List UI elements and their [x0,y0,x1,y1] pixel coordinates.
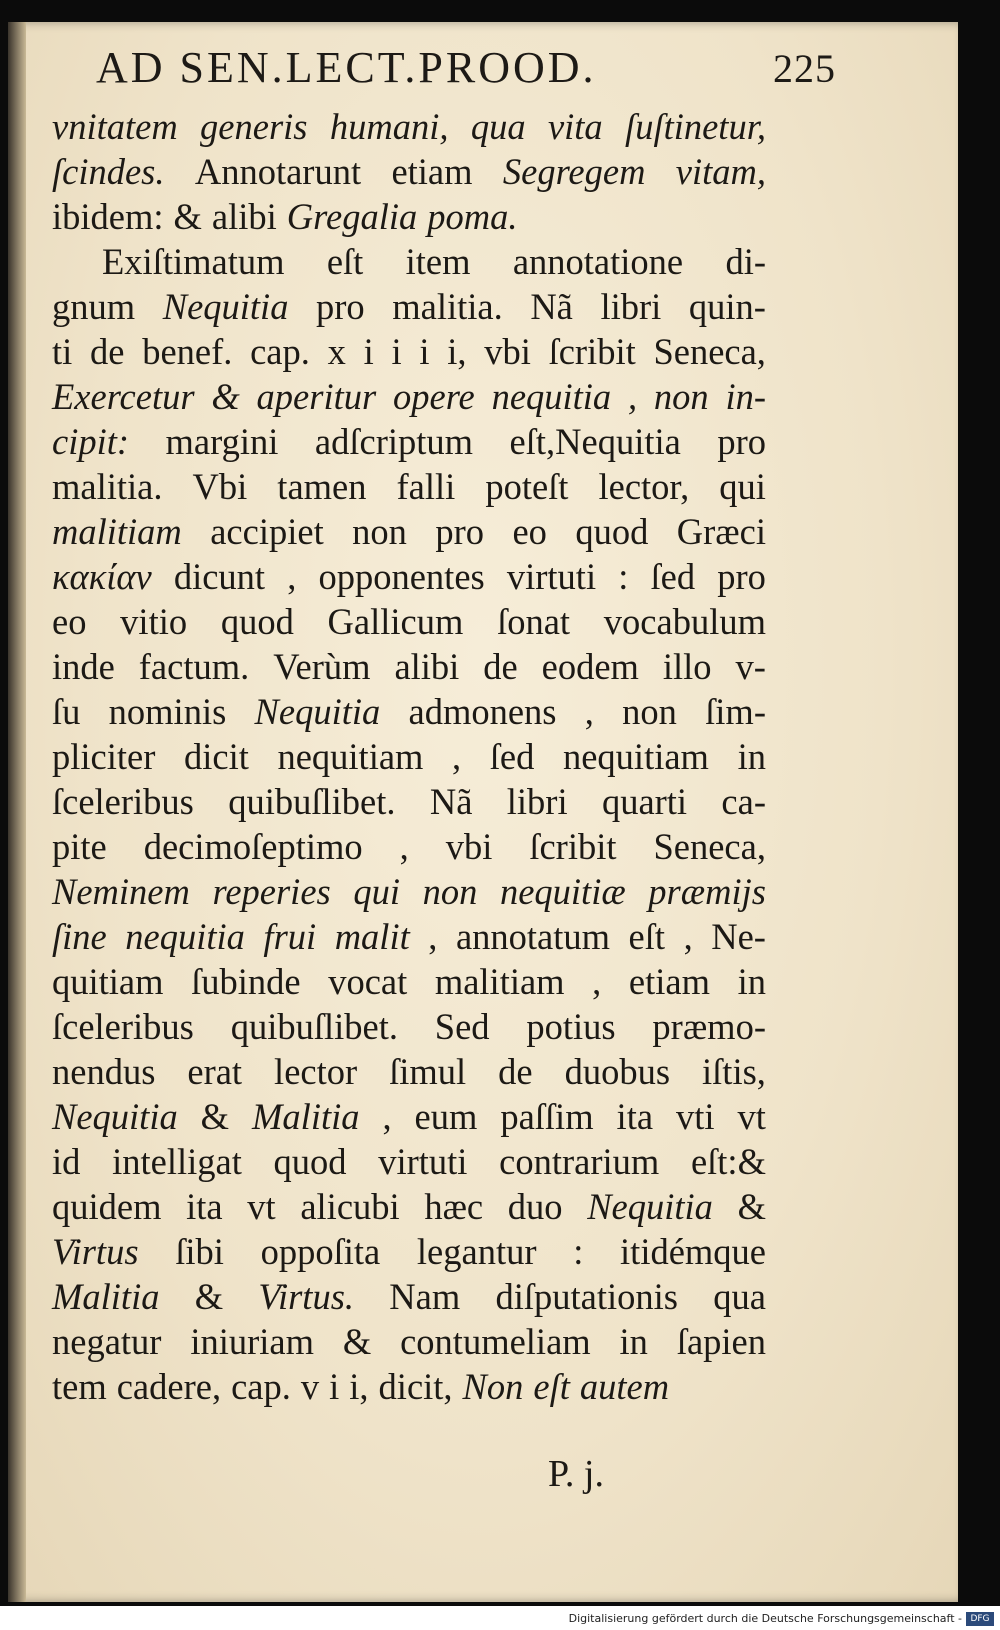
word: poma. [427,196,518,237]
word: contrarium [499,1141,660,1182]
word: non [422,871,478,912]
text-line [52,554,766,599]
word: Exercetur [52,376,195,417]
dfg-logo: DFG [966,1612,994,1626]
word: generis [200,106,308,147]
word: quitiam [52,961,164,1002]
text-line [52,1004,766,1049]
word: Nã [530,286,573,327]
text-line [52,284,766,329]
word: ſceleribus [52,781,194,822]
word: eum [414,1096,478,1137]
word: lector [274,1051,358,1092]
word: ſim- [705,691,766,732]
text-line [52,149,766,194]
word: , [627,376,638,417]
word: pro [717,556,766,597]
text-line [52,194,766,239]
word: Neminem [52,871,190,912]
word: hæc [424,1186,484,1227]
word: vitam, [675,151,766,192]
word: quod [273,1141,347,1182]
word: de [90,331,125,372]
word: Vbi [192,466,248,507]
word: vocabulum [603,601,766,642]
word: quod [575,511,649,552]
text-line [52,464,766,509]
word: frui [263,916,317,957]
text-line [52,689,766,734]
word: malitia. [52,466,163,507]
body-text [52,104,766,1409]
word: , [399,826,409,867]
word: poteſt [485,466,569,507]
word: Seneca, [653,331,766,372]
word: præmo- [652,1006,766,1047]
word: in [737,736,766,777]
word: ita [186,1186,223,1227]
word: ſed [650,556,696,597]
running-head [96,42,836,93]
word: ſcribit [529,826,617,867]
word: i [329,1366,340,1407]
text-line [52,599,766,644]
word: , [683,916,693,957]
page-number: 225 [773,46,836,91]
word: pliciter [52,736,156,777]
word: diſputationis [495,1276,678,1317]
text-line [52,419,766,464]
word: illo [662,646,712,687]
text-line [52,644,766,689]
word: qua [713,1276,766,1317]
word: vitio [120,601,188,642]
word: vti [675,1096,715,1137]
text-line [52,1094,766,1139]
word: vbi [484,331,531,372]
word: falli [396,466,456,507]
word: ſcindes. [52,151,165,192]
word: iſtis, [702,1051,766,1092]
signature-mark: P. j. [548,1453,604,1495]
word: ſine [52,916,107,957]
word: malitia. [392,286,503,327]
word: autem [579,1366,670,1407]
text-line [52,239,766,284]
text-line [52,1274,766,1319]
word: v [300,1366,320,1407]
word: Gregalia [286,196,418,237]
word: alibi [394,646,460,687]
word: libri [506,781,568,822]
word: tamen [277,466,367,507]
word: paſſim [500,1096,594,1137]
word: admonens [408,691,557,732]
word: de [483,646,518,687]
word: eſt,Nequitia [509,421,681,462]
word: quarti [601,781,688,822]
word: quidem [52,1186,162,1227]
word: Exiſtimatum [102,241,285,282]
word: benef. [142,331,233,372]
word: itidémque [620,1231,766,1272]
text-line [52,1139,766,1184]
text-line [52,1364,766,1409]
word: vita [547,106,603,147]
word: pro [717,421,766,462]
word: & [211,376,240,417]
word: Gallicum [327,601,464,642]
page-gutter [8,22,26,1602]
word: præmijs [648,871,766,912]
word: nequitiam [562,736,709,777]
word: malit [334,916,410,957]
word: reperies [212,871,331,912]
word: adſcriptum [314,421,474,462]
word: qui [719,466,766,507]
text-line [52,734,766,779]
word: gnum [52,286,136,327]
word: , [287,556,297,597]
word: ſonat [497,601,571,642]
word: etiam [391,151,473,192]
word: tem [52,1366,107,1407]
word: nequitiæ [499,871,626,912]
word: eſt:& [690,1141,766,1182]
word: nendus [52,1051,156,1092]
text-line [52,374,766,419]
word: factum. [138,646,250,687]
word: ſubinde [191,961,301,1002]
word: di- [725,241,766,282]
word: vt [737,1096,766,1137]
word: i [391,331,402,372]
footer-bar [0,1606,1000,1630]
word: etiam [628,961,710,1002]
word: & [194,1276,224,1317]
word: Virtus [52,1231,139,1272]
word: duo [507,1186,563,1227]
word: dicit, [378,1366,453,1407]
word: malitiam [52,511,182,552]
text-line [52,824,766,869]
word: potius [526,1006,616,1047]
word: inde [52,646,115,687]
word: i [419,331,430,372]
word: dicunt [173,556,266,597]
word: pro [316,286,365,327]
word: Nã [429,781,473,822]
word: ti [52,331,73,372]
word: non [653,376,709,417]
word: de [498,1051,533,1092]
word: opponentes [318,556,485,597]
word: qua [470,106,526,147]
word: annotatum [455,916,611,957]
word: v- [735,646,766,687]
word: virtuti [506,556,597,597]
word: intelligat [112,1141,242,1182]
word: accipiet [210,511,324,552]
word: ſu [52,691,81,732]
word: , [382,1096,392,1137]
footer-credit: Digitalisierung gefördert durch die Deutsche Forschungsgemeinschaft - [568,1612,962,1625]
word: Malitia [252,1096,360,1137]
word: : [573,1231,584,1272]
word: ſimul [389,1051,467,1092]
word: cadere, [116,1366,222,1407]
word: malitiam [434,961,565,1002]
word: Virtus. [258,1276,355,1317]
word: Annotarunt [194,151,362,192]
word: ſuſtinetur, [625,106,766,147]
word: alicubi [300,1186,400,1227]
word: oppoſita [260,1231,381,1272]
word: qui [353,871,400,912]
word: pro [435,511,484,552]
text-line [52,1049,766,1094]
word: , [452,736,462,777]
text-line [52,869,766,914]
word: ſed [489,736,535,777]
word: legantur [416,1231,537,1272]
word: & [342,1321,372,1362]
text-line [52,1319,766,1364]
word: nominis [108,691,227,732]
word: eo [52,601,87,642]
word: Seneca, [653,826,766,867]
word: eodem [541,646,639,687]
word: Nam [389,1276,461,1317]
text-line [52,104,766,149]
word: margini [165,421,279,462]
word: nequitia [125,916,245,957]
word: x [327,331,346,372]
book-page [8,22,958,1602]
word: item [405,241,471,282]
word: libri [600,286,662,327]
word: duobus [564,1051,671,1092]
word: vt [247,1186,276,1227]
word: opere [393,376,475,417]
word: Verùm [273,646,371,687]
word: alibi [211,196,277,237]
word: ſibi [175,1231,224,1272]
text-line [52,1229,766,1274]
word: humani, [329,106,449,147]
word: eo [512,511,547,552]
word: Malitia [52,1276,160,1317]
word: eſt [326,241,364,282]
word: Nequitia [587,1186,713,1227]
word: cap. [231,1366,291,1407]
word: in [619,1321,648,1362]
word: aperitur [256,376,377,417]
word: & [200,1096,230,1137]
word: quod [220,601,294,642]
word: : [618,556,629,597]
word: iniuriam [190,1321,314,1362]
word: i, [349,1366,369,1407]
word: virtuti [378,1141,468,1182]
word: κακίαν [52,556,152,597]
word: cipit: [52,421,130,462]
word: pite [52,826,107,867]
word: negatur [52,1321,162,1362]
word: ſcribit [548,331,636,372]
word: cap. [250,331,310,372]
word: ſapien [676,1321,766,1362]
text-line [52,779,766,824]
word: i [363,331,374,372]
word: eſt [628,916,666,957]
word: dicit [183,736,249,777]
word: Græci [676,511,766,552]
text-line [52,1184,766,1229]
word: non [622,691,677,732]
word: quin- [688,286,766,327]
word: nequitiam [277,736,424,777]
word: & [737,1186,766,1227]
word: Segregem [502,151,646,192]
word: erat [187,1051,243,1092]
word: vocat [328,961,408,1002]
word: quibuſlibet. [230,1006,398,1047]
text-line [52,959,766,1004]
running-title: AD SEN.LECT.PROOD. [96,43,597,92]
word: Ne- [711,916,766,957]
word: Sed [434,1006,490,1047]
word: in- [725,376,766,417]
word: Non [462,1366,524,1407]
word: , [584,691,594,732]
word: i, [447,331,467,372]
word: eſt [533,1366,570,1407]
word: vbi [445,826,493,867]
word: Nequitia [52,1096,178,1137]
word: Nequitia [254,691,381,732]
word: contumeliam [400,1321,591,1362]
word: ibidem: [52,196,164,237]
word: non [352,511,407,552]
word: ſceleribus [52,1006,194,1047]
word: decimoſeptimo [143,826,363,867]
word: id [52,1141,81,1182]
word: nequitia [491,376,612,417]
word: vnitatem [52,106,178,147]
word: , [428,916,438,957]
text-line [52,914,766,959]
word: ita [616,1096,654,1137]
text-line [52,329,766,374]
word: annotatione [512,241,684,282]
word: & [173,196,202,237]
word: Nequitia [162,286,289,327]
word: , [592,961,602,1002]
text-line [52,509,766,554]
word: ca- [721,781,766,822]
word: quibuſlibet. [228,781,396,822]
word: in [737,961,766,1002]
word: lector, [598,466,690,507]
